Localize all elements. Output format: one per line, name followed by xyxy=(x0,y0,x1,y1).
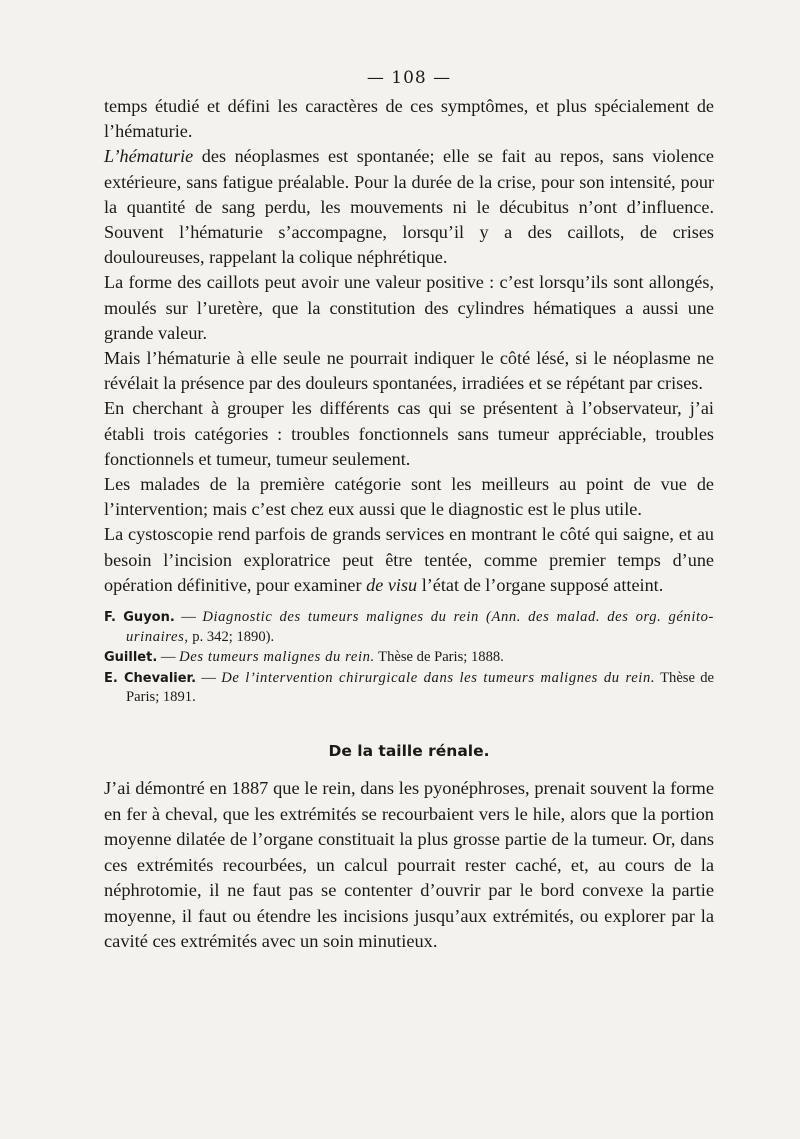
reference-dash: — xyxy=(157,649,180,666)
section-heading: De la taille rénale. xyxy=(328,742,490,761)
paragraph-3: La forme des caillots peut avoir une valeur positive : c’est lorsqu’ils sont allongés, moulés sur l’uretère, que la constitution des cylindres hématiques a aussi une grande valeur. xyxy=(104,272,714,343)
reference-details: p. 342; 1890). xyxy=(188,628,275,645)
reference-details: Thèse de Paris; 1891. xyxy=(126,669,715,706)
references xyxy=(104,608,714,708)
hematurie-emphasis: L’hématurie xyxy=(104,146,194,167)
section-paragraph: J’ai démontré en 1887 que le rein, dans les pyonéphroses, prenait souvent la forme en fer à cheval, que les extrémités se recourbaient vers le hile, alors que la portion moyenne dilatée de l’organe constituait la plus grosse partie de la tumeur. Or, dans ces extrémités recourbées, un calcul pourrait rester caché, et, au cours de la néphrotomie, il ne faut pas se contenter d’ouvrir par le bord convexe la partie moyenne, il faut ou étendre les incisions jusqu’aux extrémités, ou explorer par la cavité ces extrémités avec un soin minutieux. xyxy=(104,778,714,952)
reference-author: F. Guyon. xyxy=(104,610,175,626)
de-visu-emphasis: de visu xyxy=(366,574,418,595)
reference-author: Guillet. xyxy=(104,650,158,666)
paragraph-5: En cherchant à grouper les différents cas qui se présentent à l’observateur, j’ai établi trois catégories : troubles fonctionnels sans tumeur appréciable, troubles fonctionnels et tumeur, tumeur seulement. xyxy=(104,398,714,469)
reference-item xyxy=(104,648,714,668)
paragraph-7-text: La cystoscopie rend parfois de grands services en montrant le côté qui saigne, et au besoin l’incision exploratrice peut être tentée, comme premier temps d’une opération définitive, pour examiner xyxy=(104,524,714,595)
reference-title: Diagnostic des tumeurs malignes du rein (Ann. des malad. des org. génito-urinaires, xyxy=(126,609,714,645)
page-number: — 108 — xyxy=(366,68,452,88)
paragraph-1: temps étudié et défini les caractères de ces symptômes, et plus spécialement de l’hématurie. xyxy=(104,96,714,142)
paragraph-7 xyxy=(104,522,714,598)
body-text xyxy=(104,94,714,598)
reference-item xyxy=(104,669,714,708)
reference-dash: — xyxy=(196,669,222,686)
reference-author: E. Chevalier. xyxy=(104,670,197,686)
reference-dash: — xyxy=(174,609,203,626)
reference-title: Des tumeurs malignes du rein. xyxy=(179,649,375,666)
reference-title: De l’intervention chirurgicale dans les tumeurs malignes du rein. xyxy=(221,669,656,686)
paragraph-2-text: des néoplasmes est spontanée; elle se fait au repos, sans violence extérieure, sans fatigue préalable. Pour la durée de la crise, pour son intensité, pour la quantité de sang perdu, les mouvements ni le décubitus n’ont d’influence. Souvent l’hématurie s’accompagne, lorsqu’il y a des caillots, de crises douloureuses, rappelant la colique néphrétique. xyxy=(104,146,715,268)
paragraph-7-end: l’état de l’organe supposé atteint. xyxy=(421,574,664,595)
section-body xyxy=(104,776,714,955)
reference-details: Thèse de Paris; 1888. xyxy=(374,649,504,666)
paragraph-4: Mais l’hématurie à elle seule ne pourrait indiquer le côté lésé, si le néoplasme ne révélait la présence par des douleurs spontanées, irradiées et se répétant par crises. xyxy=(104,348,714,394)
paragraph-6: Les malades de la première catégorie sont les meilleurs au point de vue de l’intervention; mais c’est chez eux aussi que le diagnostic est le plus utile. xyxy=(104,474,714,520)
paragraph-2 xyxy=(104,144,714,270)
reference-item xyxy=(104,608,714,647)
